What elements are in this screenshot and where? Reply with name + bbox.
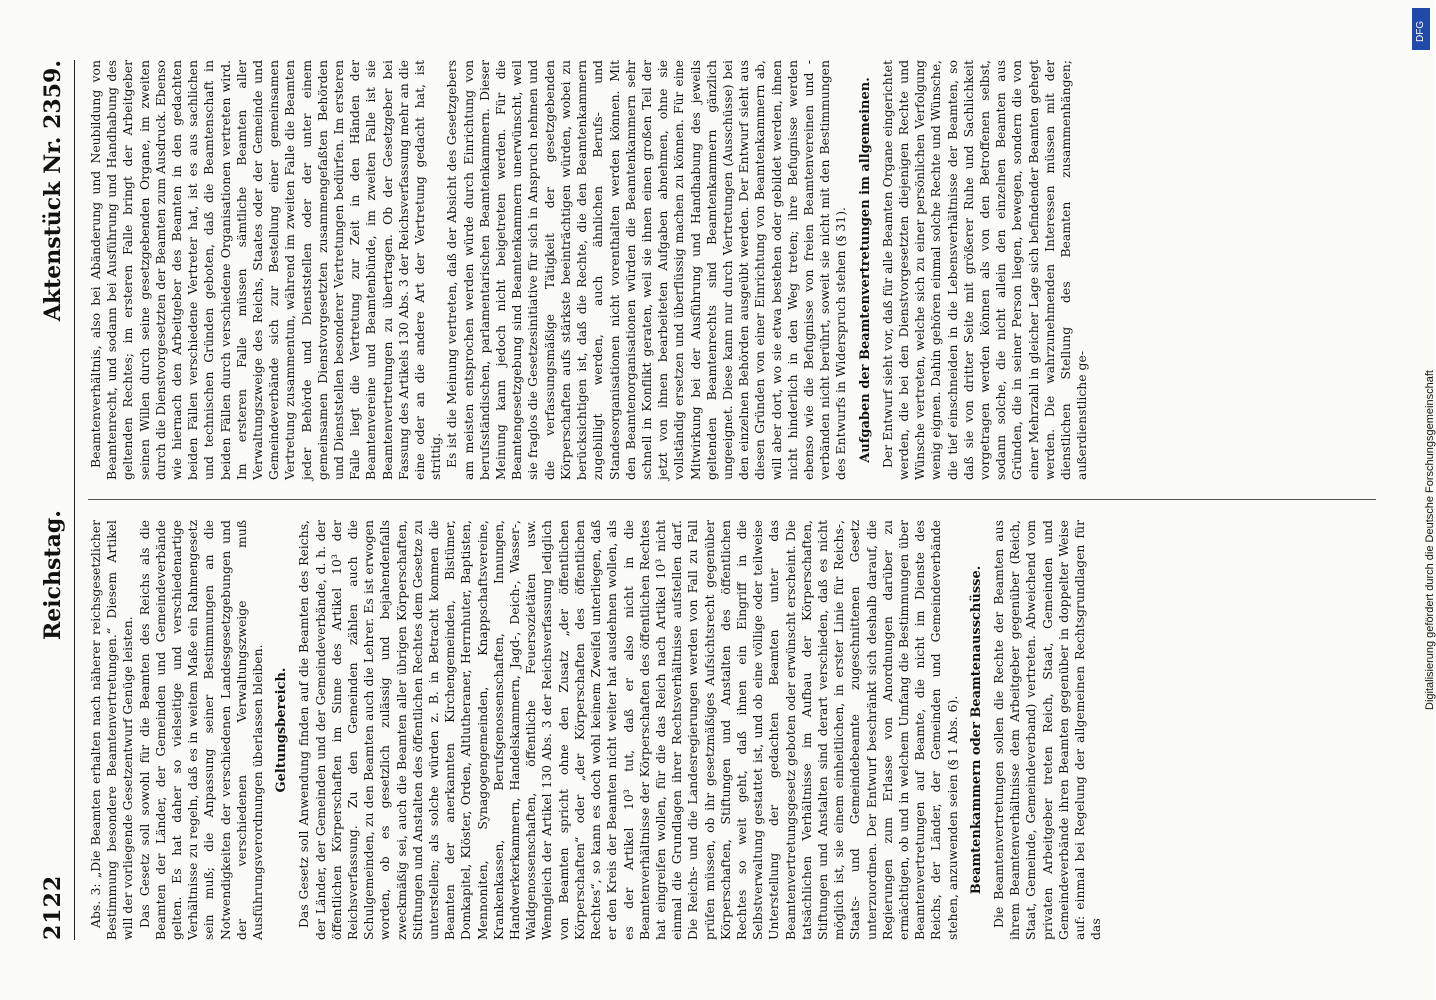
paragraph: Es ist die Meinung vertreten, daß der Absicht des Gesetzgebers am meisten entsprochen werden würde durch Einrichtung von berufsständischen, parlamentarischen Beamtenkammern. Dieser Meinung kann jedoch nicht beigetreten werden. Für die Beamtengesetzgebung sind Beamtenkammern unerwünscht, weil sie fraglos die Gesetzesinitiative für sich in Anspruch nehmen und die verfassungsmäßige Tätigkeit der gesetzgebenden Körperschaften aufs stärkste beeinträchtigen würden, wobei zu berücksichtigen ist, daß die Rechte, die den Beamtenkammern zugebilligt werden, auch ähnlichen Berufs- und Standesorganisationen nicht vorenthalten werden können. Mit den Beamtenorganisationen würden die Beamtenkammern sehr schnell in Konflikt geraten, weil sie ihnen einen großen Teil der jetzt von ihnen bearbeiteten Aufgaben abnehmen, ohne sie vollständig ersetzen und überflüssig machen zu können. Für eine Mitwirkung bei der Ausführung und Handhabung des jeweils geltenden Beamtenrechts sind Beamtenkammern gänzlich ungeeignet. Diese kann nur durch Vertretungen (Ausschüsse) bei den einzelnen Behörden ausgeübt werden. Der Entwurf sieht aus diesen Gründen von einer Einrichtung von Beamtenkammern ab, will aber dort, wo sie etwa bestehen oder gebildet werden, ihnen nicht hinderlich in den Weg treten; ihre Befugnisse werden ebenso wie die Befugnisse von freien Beamtenvereinen und -verbänden nicht berührt, soweit sie nicht mit den Bestimmungen des Entwurfs in Widerspruch stehen (§ 31). <box>444 60 849 480</box>
paragraph: Das Gesetz soll Anwendung finden auf die Beamten des Reichs, der Länder, der Gemeinden und der Gemeindeverbände, d. h. der öffentlichen Körperschaften im Sinne des Artikel 10³ der Reichsverfassung. Zu den Gemeinden zählen auch die Schulgemeinden, zu den Beamten auch die Lehrer. Es ist erwogen worden, ob es gesetzlich zulässig und bejahendenfalls zweckmäßig sei, auch die Beamten aller übrigen Körperschaften, Stiftungen und Anstalten des öffentlichen Rechtes dem Gesetze zu unterstellen; als solche würden z. B. in Betracht kommen die Beamten der anerkannten Kirchengemeinden, Bistümer, Domkapitel, Klöster, Orden, Altlutheraner, Herrnhuter, Baptisten, Mennoniten, Synagogengemeinden, Knappschaftsvereine, Krankenkassen, Berufsgenossenschaften, Innungen, Handwerkerkammern, Handelskammern, Jagd-, Deich-, Wasser-, Waldgenossenschaften, öffentliche Feuersozietäten usw. Wenngleich der Artikel 130 Abs. 3 der Reichsverfassung lediglich von Beamten spricht ohne den Zusatz „der öffentlichen Körperschaften“ oder „der Körperschaften des öffentlichen Rechtes“, so kann es doch wohl keinem Zweifel unterliegen, daß er den Kreis der Beamten nicht weiter hat ausdehnen wollen, als es der Artikel 10³ tut, daß er also nicht in die Beamtenverhältnisse der Körperschaften des öffentlichen Rechtes hat eingreifen wollen, für die das Reich nach Artikel 10³ nicht einmal die Grundlagen ihrer Rechtsverhältnisse aufstellen darf. Die Reichs- und die Landesregierungen werden von Fall zu Fall prüfen müssen, ob ihr gesetzmäßiges Aufsichtsrecht gegenüber Körperschaften, Stiftungen und Anstalten des öffentlichen Rechtes so weit geht, daß ihnen ein Eingriff in die Selbstverwaltung gestattet ist, und ob eine völlige oder teilweise Unterstellung der gedachten Beamten unter das Beamtenvertretungsgesetz geboten oder erwünscht erscheint. Die tatsächlichen Verhältnisse im Aufbau der Körperschaften, Stiftungen und Anstalten sind derart verschieden, daß es nicht möglich ist, sie einem einheitlichen, in erster Linie für Reichs-, Staats- und Gemeindebeamte zugeschnittenen Gesetz unterzuordnen. Der Entwurf beschränkt sich deshalb darauf, die Regierungen zum Erlasse von Anordnungen darüber zu ermächtigen, ob und in welchem Umfang die Bestimmungen über Beamtenvertretungen auf Beamte, die nicht im Dienste des Reichs, der Länder, der Gemeinden und Gemeindeverbände stehen, anzuwenden seien (§ 1 Abs. 6). <box>296 520 960 940</box>
section-name: Reichstag. <box>40 510 66 640</box>
paragraph: Beamtenverhältnis, also bei Abänderung und Neubildung von Beamtenrecht, und sodann bei Ausführung und Handhabung des geltenden Rechtes; im ersteren Falle bringt der Arbeitgeber seinen Willen durch seine gesetzgebenden Organe, im zweiten durch die Dienstvorgesetzten der Beamten zum Ausdruck. Ebenso wie hiernach den Arbeitgeber des Beamten in den gedachten beiden Fällen verschiedene Vertreter hat, ist es aus sachlichen und technischen Gründen geboten, daß die Beamtenschaft in beiden Fällen durch verschiedene Organisationen vertreten wird. Im ersteren Falle müssen sämtliche Beamten aller Verwaltungszweige des Reichs, Staates oder der Gemeinde und Gemeindeverbände sich zur Bestellung einer gemeinsamen Vertretung zusammentun, während im zweiten Falle die Beamten jeder Behörde und Dienststellen oder der unter einem gemeinsamen Dienstvorgesetzten zusammengefaßten Behörden und Dienststellen besonderer Vertretungen bedürfen. Im ersteren Falle liegt die Vertretung zur Zeit in den Händen der Beamtenvereine und Beamtenbünde, im zweiten Falle ist sie Beamtenvertretungen zu übertragen. Ob der Gesetzgeber bei Fassung des Artikels 130 Abs. 3 der Reichsverfassung mehr an die eine oder an die andere Art der Vertretung gedacht hat, ist strittig. <box>88 60 444 480</box>
paragraph: Die Beamtenvertretungen sollen die Rechte der Beamten aus ihrem Beamtenverhältnisse dem Arbeitgeber gegenüber (Reich, Staat, Gemeinde, Gemeindeverband) vertreten. Abweichend vom privaten Arbeitgeber treten Reich, Staat, Gemeinden und Gemeindeverbände ihren Beamten gegenüber in doppelter Weise auf: einmal bei Regelung der allgemeinen Rechtsgrundlagen für das <box>990 520 1104 940</box>
left-column <box>88 520 1376 940</box>
section-heading: Beamtenkammern oder Beamtenausschüsse. <box>968 565 984 895</box>
digitization-note <box>1408 10 1436 990</box>
page-number: 2122 <box>40 874 66 940</box>
document-title: Aktenstück Nr. 2359. <box>40 60 66 322</box>
dfg-logo-icon <box>1412 8 1430 50</box>
paragraph: Der Entwurf sieht vor, daß für alle Beamten Organe eingerichtet werden, die bei den Dienstvorgesetzten diejenigen Rechte und Wünsche vertreten, welche sich zu einer persönlichen Verfolgung wenig eignen. Dahin gehören einmal solche Rechte und Wünsche, die tief einschneiden in die Lebensverhältnisse der Beamten, so daß sie von dritter Seite mit größerer Ruhe und Sachlichkeit vorgetragen werden können als von den Betroffenen selbst, sodann solche, die nicht allein den einzelnen Beamten aus Gründen, die in seiner Person liegen, bewegen, sondern die von einer Mehrzahl in gleicher Lage sich befindender Beamten gehegt werden. Die wahrzunehmenden Interessen müssen mit der dienstlichen Stellung des Beamten zusammenhängen; außerdienstliche ge- <box>879 60 1090 480</box>
paragraph: Abs. 3: „Die Beamten erhalten nach näherer reichsgesetzlicher Bestimmung besondere Beamtenvertretungen.“ Diesem Artikel will der vorliegende Gesetzentwurf Genüge leisten. <box>88 520 136 940</box>
dfg-logo-text: DFG <box>1415 20 1426 42</box>
column-divider <box>88 499 1376 500</box>
right-column <box>88 60 1376 480</box>
page-header <box>40 60 75 940</box>
paragraph: Das Gesetz soll sowohl für die Beamten des Reichs als die Beamten der Länder, der Gemeinden und Gemeindeverbände gelten. Es hat daher so vielseitige und verschiedenartige Verhältnisse zu regeln, daß es in weitem Maße ein Rahmengesetz sein muß; die Anpassung seiner Bestimmungen an die Notwendigkeiten der verschiedenen Landesgesetzgebungen und der verschiedenen Verwaltungszweige muß Ausführungsverordnungen überlassen bleiben. <box>136 520 266 940</box>
section-heading: Geltungsbereich. <box>274 667 290 793</box>
section-heading: Aufgaben der Beamtenvertretungen im allgemeinen. <box>857 77 873 463</box>
digitization-text: Digitalisierung gefördert durch die Deutsche Forschungsgemeinschaft <box>1424 370 1436 710</box>
